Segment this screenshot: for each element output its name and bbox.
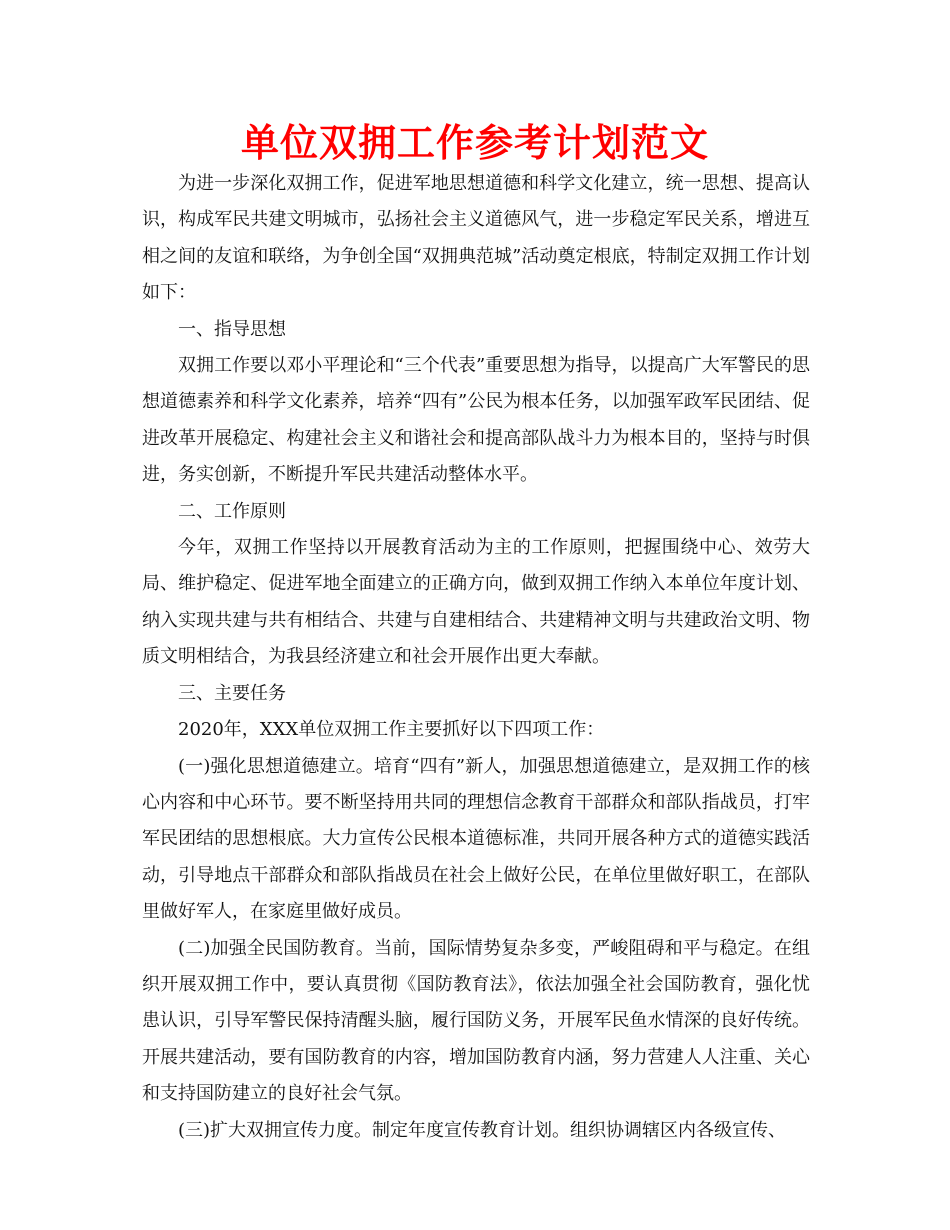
guiding-thought-paragraph: 双拥工作要以邓小平理论和“三个代表”重要思想为指导，以提高广大军警民的思想道德素养和科学文化素养，培养“四有”公民为根本任务，以加强军政军民团结、促进改革开展稳定、构建社会主义和谐社会和提高部队战斗力为根本目的，坚持与时俱进，务实创新，不断提升军民共建活动整体水平。 [142,355,810,486]
document-body [142,166,810,1149]
document-title: 单位双拥工作参考计划范文 [240,121,709,165]
section-heading-main-tasks: 三、主要任务 [178,682,286,704]
task-1-paragraph: (一)强化思想道德建立。培育“四有”新人，加强思想道德建立，是双拥工作的核心内容和中心环节。要不断坚持用共同的理想信念教育干部群众和部队指战员，打牢军民团结的思想根底。大力宣传公民根本道德标准，共同开展各种方式的道德实践活动，引导地点干部群众和部队指战员在社会上做好公民，在单位里做好职工，在部队里做好军人，在家庭里做好成员。 [142,755,810,923]
main-tasks-intro: 2020年，XXX单位双拥工作主要抓好以下四项工作： [178,719,605,741]
section-heading-principles: 二、工作原则 [178,500,286,522]
intro-paragraph: 为进一步深化双拥工作，促进军地思想道德和科学文化建立，统一思想、提高认识，构成军民共建文明城市，弘扬社会主义道德风气，进一步稳定军民关系，增进互相之间的友谊和联络，为争创全国“双拥典范城”活动奠定根底，特制定双拥工作计划如下： [142,173,810,304]
principles-paragraph: 今年，双拥工作坚持以开展教育活动为主的工作原则，把握围绕中心、效劳大局、维护稳定、促进军地全面建立的正确方向，做到双拥工作纳入本单位年度计划、纳入实现共建与共有相结合、共建与自建相结合、共建精神文明与共建政治文明、物质文明相结合，为我县经济建立和社会开展作出更大奉献。 [142,537,810,668]
task-3-paragraph: (三)扩大双拥宣传力度。制定年度宣传教育计划。组织协调辖区内各级宣传、 [178,1119,787,1141]
task-2-paragraph: (二)加强全民国防教育。当前，国际情势复杂多变，严峻阻碍和平与稳定。在组织开展双拥工作中，要认真贯彻《国防教育法》，依法加强全社会国防教育，强化忧患认识，引导军警民保持清醒头脑，履行国防义务，开展军民鱼水情深的良好传统。开展共建活动，要有国防教育的内容，增加国防教育内涵，努力营建人人注重、关心和支持国防建立的良好社会气氛。 [142,937,810,1105]
section-heading-guiding-thought: 一、指导思想 [178,318,286,340]
